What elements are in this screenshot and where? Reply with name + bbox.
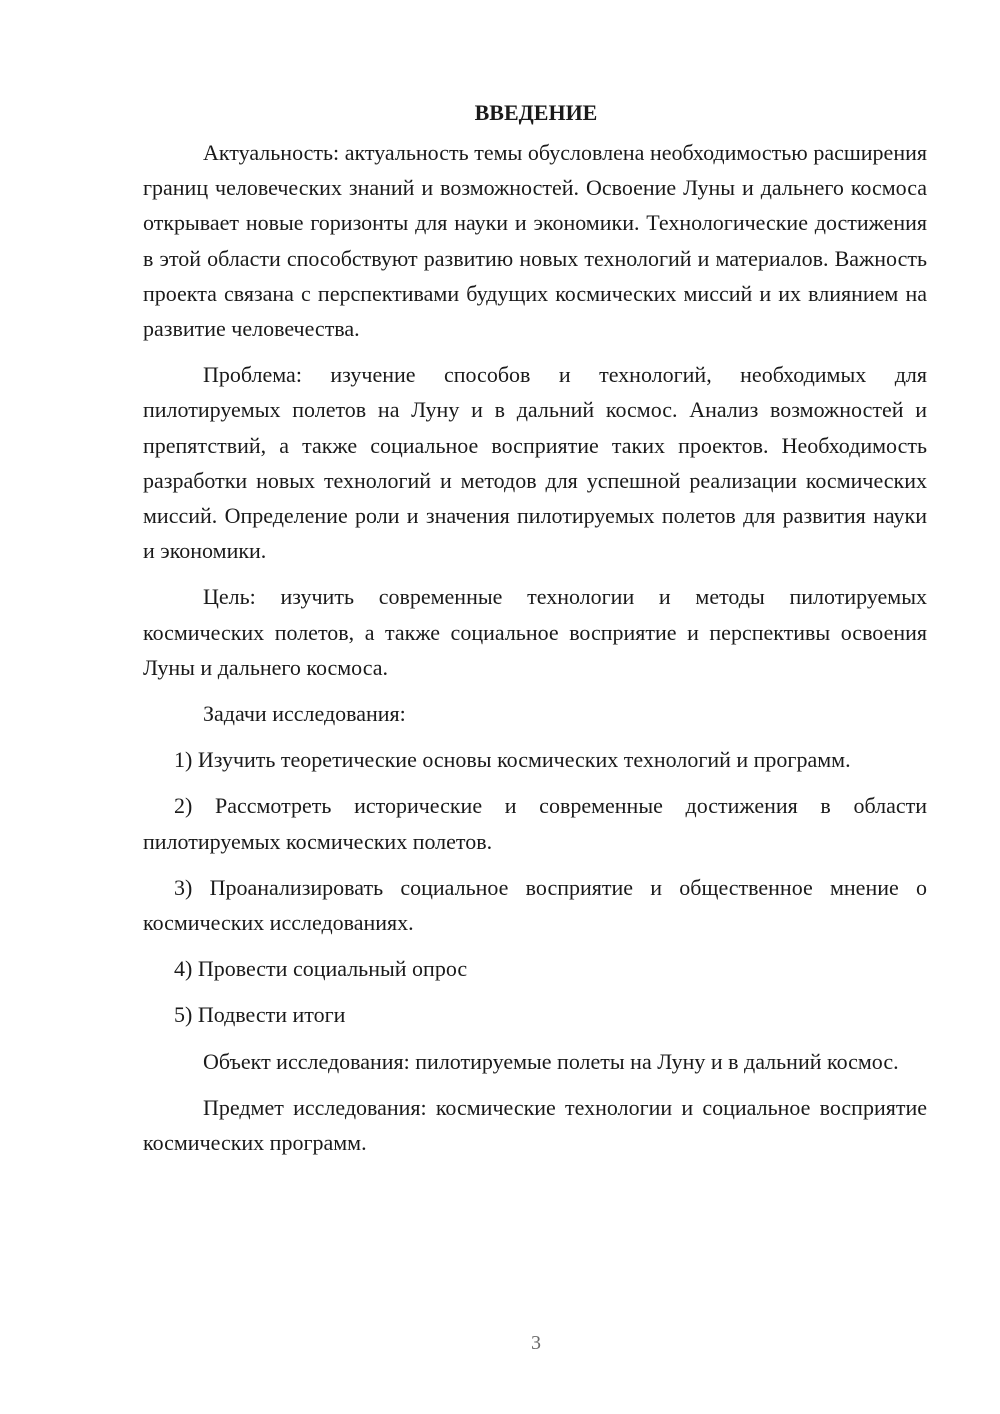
problem-paragraph: Проблема: изучение способов и технологий, необходимых для пилотируемых полетов на Луну и в дальний космос. Анализ возможностей и препятствий, а также социальное восприятие таких проектов. Необходимость разработки новых технологий и методов для успешной реализации космических миссий. Определение роли и значения пилотируемых полетов для развития науки и экономики. — [143, 362, 927, 564]
relevance-paragraph: Актуальность: актуальность темы обусловлена необходимостью расширения границ человеческих знаний и возможностей. Освоение Луны и дальнего космоса открывает новые горизонты для науки и экономики. Технологические достижения в этой области способствуют развитию новых технологий и материалов. Важность проекта связана с перспективами будущих космических миссий и их влиянием на развитие человечества. — [143, 140, 927, 342]
task-item-2: 2) Рассмотреть исторические и современные достижения в области пилотируемых космических полетов. — [143, 793, 927, 854]
task-item-3: 3) Проанализировать социальное восприятие и общественное мнение о космических исследованиях. — [143, 874, 927, 936]
task-item-4: 4) Провести социальный опрос — [174, 956, 468, 982]
section-title: ВВЕДЕНИЕ — [474, 100, 598, 125]
tasks-heading: Задачи исследования: — [203, 701, 406, 727]
document-page — [143, 95, 927, 1171]
object-paragraph: Объект исследования: пилотируемые полеты на Луну и в дальний космос. — [203, 1048, 899, 1074]
goal-paragraph: Цель: изучить современные технологии и методы пилотируемых космических полетов, а также социальное восприятие и перспективы освоения Луны и дальнего космоса. — [143, 584, 927, 680]
task-item-5: 5) Подвести итоги — [174, 1002, 346, 1028]
task-item-1: 1) Изучить теоретические основы космических технологий и программ. — [174, 747, 851, 773]
page-number: 3 — [531, 1332, 541, 1354]
subject-paragraph: Предмет исследования: космические технологии и социальное восприятие космических программ. — [143, 1094, 927, 1156]
